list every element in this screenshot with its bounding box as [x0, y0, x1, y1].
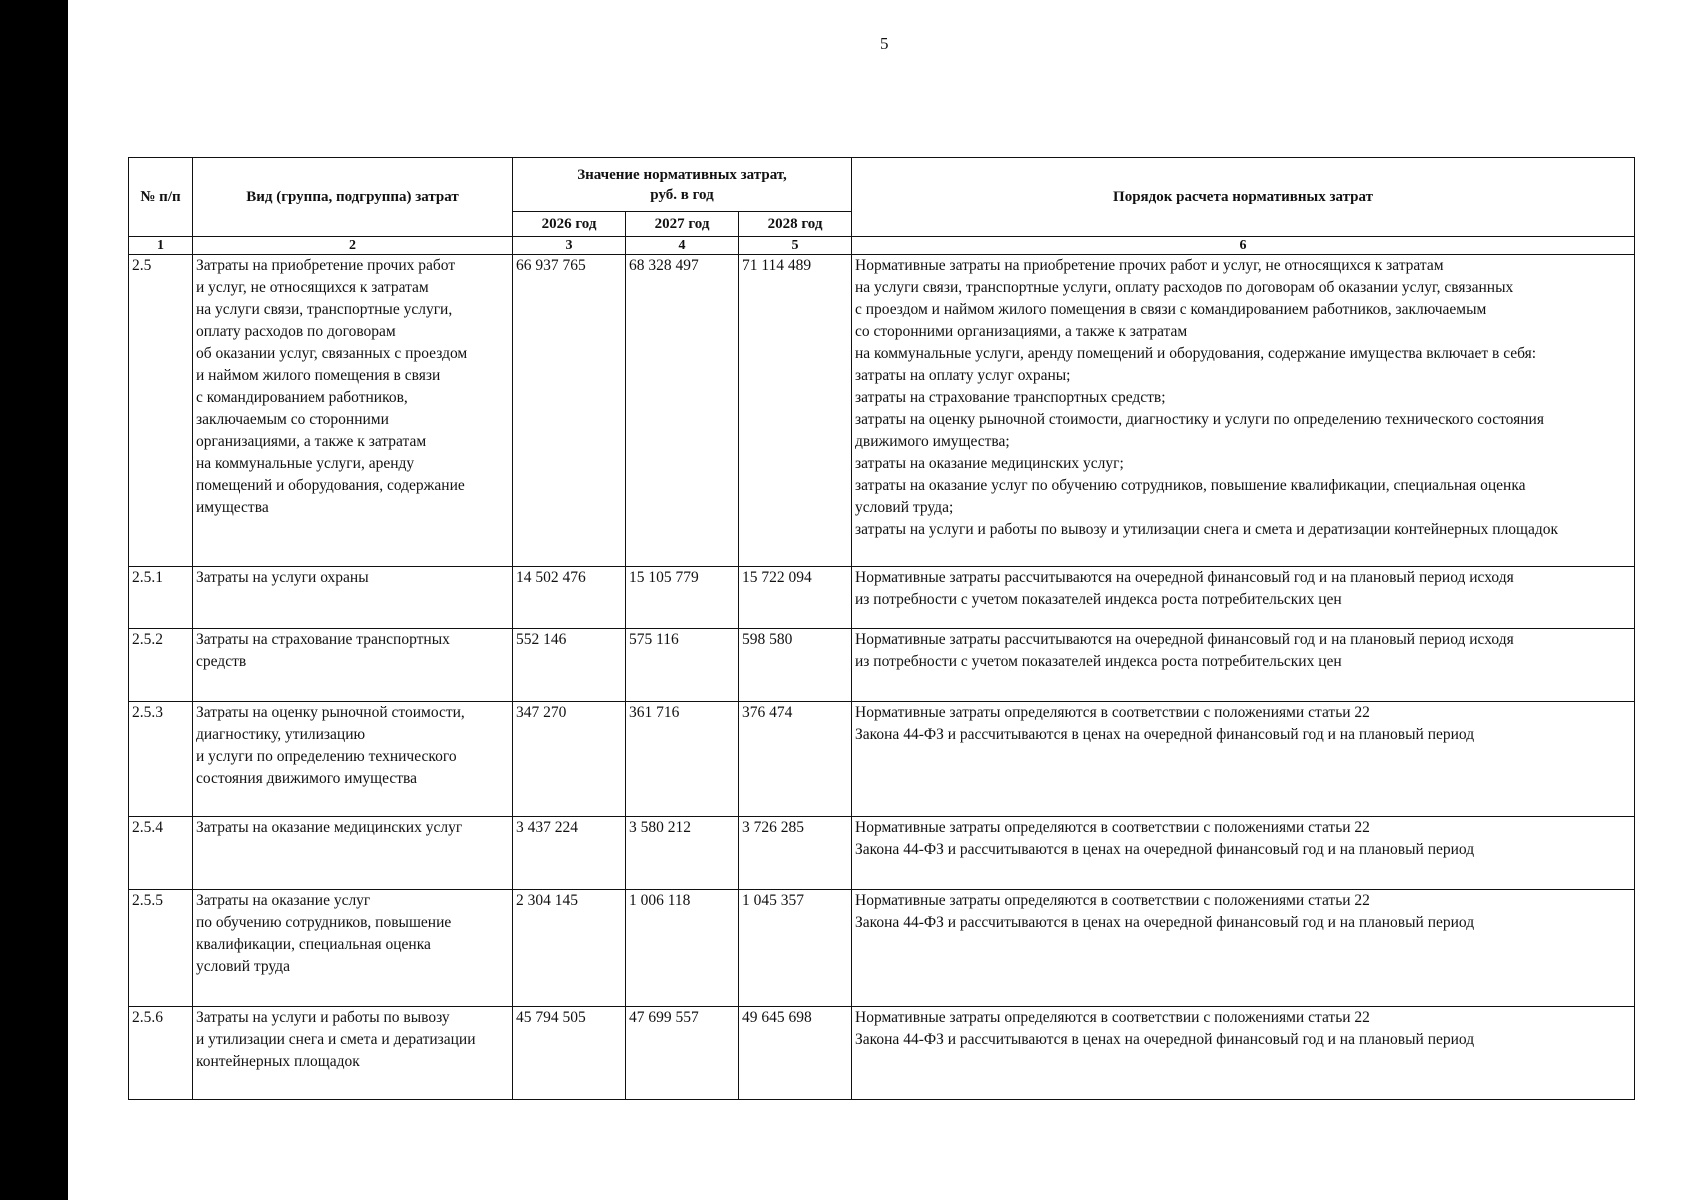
value-2027: 3 580 212	[626, 817, 739, 890]
header-year-2026: 2026 год	[513, 212, 626, 237]
norms-table	[128, 157, 1635, 1100]
calculation-procedure: Нормативные затраты рассчитываются на очередной финансовый год и на плановый период исходя из потребности с учетом показателей индекса роста потребительских цен	[852, 567, 1635, 629]
calculation-procedure: Нормативные затраты определяются в соответствии с положениями статьи 22 Закона 44-ФЗ и рассчитываются в ценах на очередной финансовый год и на плановый период	[852, 890, 1635, 1007]
row-number: 2.5.5	[129, 890, 193, 1007]
row-number: 2.5.3	[129, 702, 193, 817]
value-2027: 361 716	[626, 702, 739, 817]
cost-kind: Затраты на услуги охраны	[193, 567, 513, 629]
value-2028: 1 045 357	[739, 890, 852, 1007]
value-2028: 598 580	[739, 629, 852, 702]
table-row	[129, 255, 1635, 567]
cost-kind: Затраты на услуги и работы по вывозу и утилизации снега и смета и дератизации контейнерных площадок	[193, 1007, 513, 1100]
value-2027: 575 116	[626, 629, 739, 702]
header-procedure: Порядок расчета нормативных затрат	[852, 158, 1635, 237]
column-number: 4	[626, 237, 739, 255]
table-row	[129, 890, 1635, 1007]
header-year-2027: 2027 год	[626, 212, 739, 237]
value-2026: 552 146	[513, 629, 626, 702]
header-year-2028: 2028 год	[739, 212, 852, 237]
row-number: 2.5.2	[129, 629, 193, 702]
page-number: 5	[880, 34, 889, 53]
scan-edge	[0, 0, 68, 1200]
calculation-procedure: Нормативные затраты рассчитываются на очередной финансовый год и на плановый период исходя из потребности с учетом показателей индекса роста потребительских цен	[852, 629, 1635, 702]
calculation-procedure: Нормативные затраты на приобретение прочих работ и услуг, не относящихся к затратам на услуги связи, транспортные услуги, оплату расходов по договорам об оказании услуг, связанных с проездом и наймом жилого помещения в связи с командированием работников, заключаемым со сторонними организациями, а также к затратам на коммунальные услуги, аренду помещений и оборудования, содержание имущества включает в себя: затраты на оплату услуг охраны; затраты на страхование транспортных средств; затраты на оценку рыночной стоимости, диагностику и услуги по определению технического состояния движимого имущества; затраты на оказание медицинских услуг; затраты на оказание услуг по обучению сотрудников, повышение квалификации, специальная оценка условий труда; затраты на услуги и работы по вывозу и утилизации снега и смета и дератизации контейнерных площадок	[852, 255, 1635, 567]
value-2026: 347 270	[513, 702, 626, 817]
value-2026: 45 794 505	[513, 1007, 626, 1100]
value-2028: 376 474	[739, 702, 852, 817]
value-2027: 68 328 497	[626, 255, 739, 567]
calculation-procedure: Нормативные затраты определяются в соответствии с положениями статьи 22 Закона 44-ФЗ и рассчитываются в ценах на очередной финансовый год и на плановый период	[852, 702, 1635, 817]
column-number: 3	[513, 237, 626, 255]
cost-kind: Затраты на оценку рыночной стоимости, диагностику, утилизацию и услуги по определению технического состояния движимого имущества	[193, 702, 513, 817]
row-number: 2.5.4	[129, 817, 193, 890]
header-num: № п/п	[129, 158, 193, 237]
value-2028: 71 114 489	[739, 255, 852, 567]
table-row	[129, 1007, 1635, 1100]
header-values-group: Значение нормативных затрат, руб. в год	[513, 158, 852, 212]
header-kind: Вид (группа, подгруппа) затрат	[193, 158, 513, 237]
cost-kind: Затраты на оказание услуг по обучению сотрудников, повышение квалификации, специальная оценка условий труда	[193, 890, 513, 1007]
value-2026: 14 502 476	[513, 567, 626, 629]
table-row	[129, 629, 1635, 702]
value-2027: 15 105 779	[626, 567, 739, 629]
calculation-procedure: Нормативные затраты определяются в соответствии с положениями статьи 22 Закона 44-ФЗ и рассчитываются в ценах на очередной финансовый год и на плановый период	[852, 1007, 1635, 1100]
value-2028: 49 645 698	[739, 1007, 852, 1100]
column-number: 1	[129, 237, 193, 255]
value-2026: 3 437 224	[513, 817, 626, 890]
column-number: 6	[852, 237, 1635, 255]
column-numbers-row	[129, 237, 1635, 255]
table-row	[129, 702, 1635, 817]
table-row	[129, 817, 1635, 890]
value-2027: 47 699 557	[626, 1007, 739, 1100]
column-number: 2	[193, 237, 513, 255]
cost-kind: Затраты на оказание медицинских услуг	[193, 817, 513, 890]
value-2026: 2 304 145	[513, 890, 626, 1007]
table-row	[129, 567, 1635, 629]
column-number: 5	[739, 237, 852, 255]
cost-kind: Затраты на страхование транспортных средств	[193, 629, 513, 702]
value-2027: 1 006 118	[626, 890, 739, 1007]
value-2028: 15 722 094	[739, 567, 852, 629]
value-2028: 3 726 285	[739, 817, 852, 890]
row-number: 2.5.1	[129, 567, 193, 629]
calculation-procedure: Нормативные затраты определяются в соответствии с положениями статьи 22 Закона 44-ФЗ и рассчитываются в ценах на очередной финансовый год и на плановый период	[852, 817, 1635, 890]
cost-kind: Затраты на приобретение прочих работ и услуг, не относящихся к затратам на услуги связи, транспортные услуги, оплату расходов по договорам об оказании услуг, связанных с проездом и наймом жилого помещения в связи с командированием работников, заключаемым со сторонними организациями, а также к затратам на коммунальные услуги, аренду помещений и оборудования, содержание имущества	[193, 255, 513, 567]
row-number: 2.5	[129, 255, 193, 567]
value-2026: 66 937 765	[513, 255, 626, 567]
row-number: 2.5.6	[129, 1007, 193, 1100]
